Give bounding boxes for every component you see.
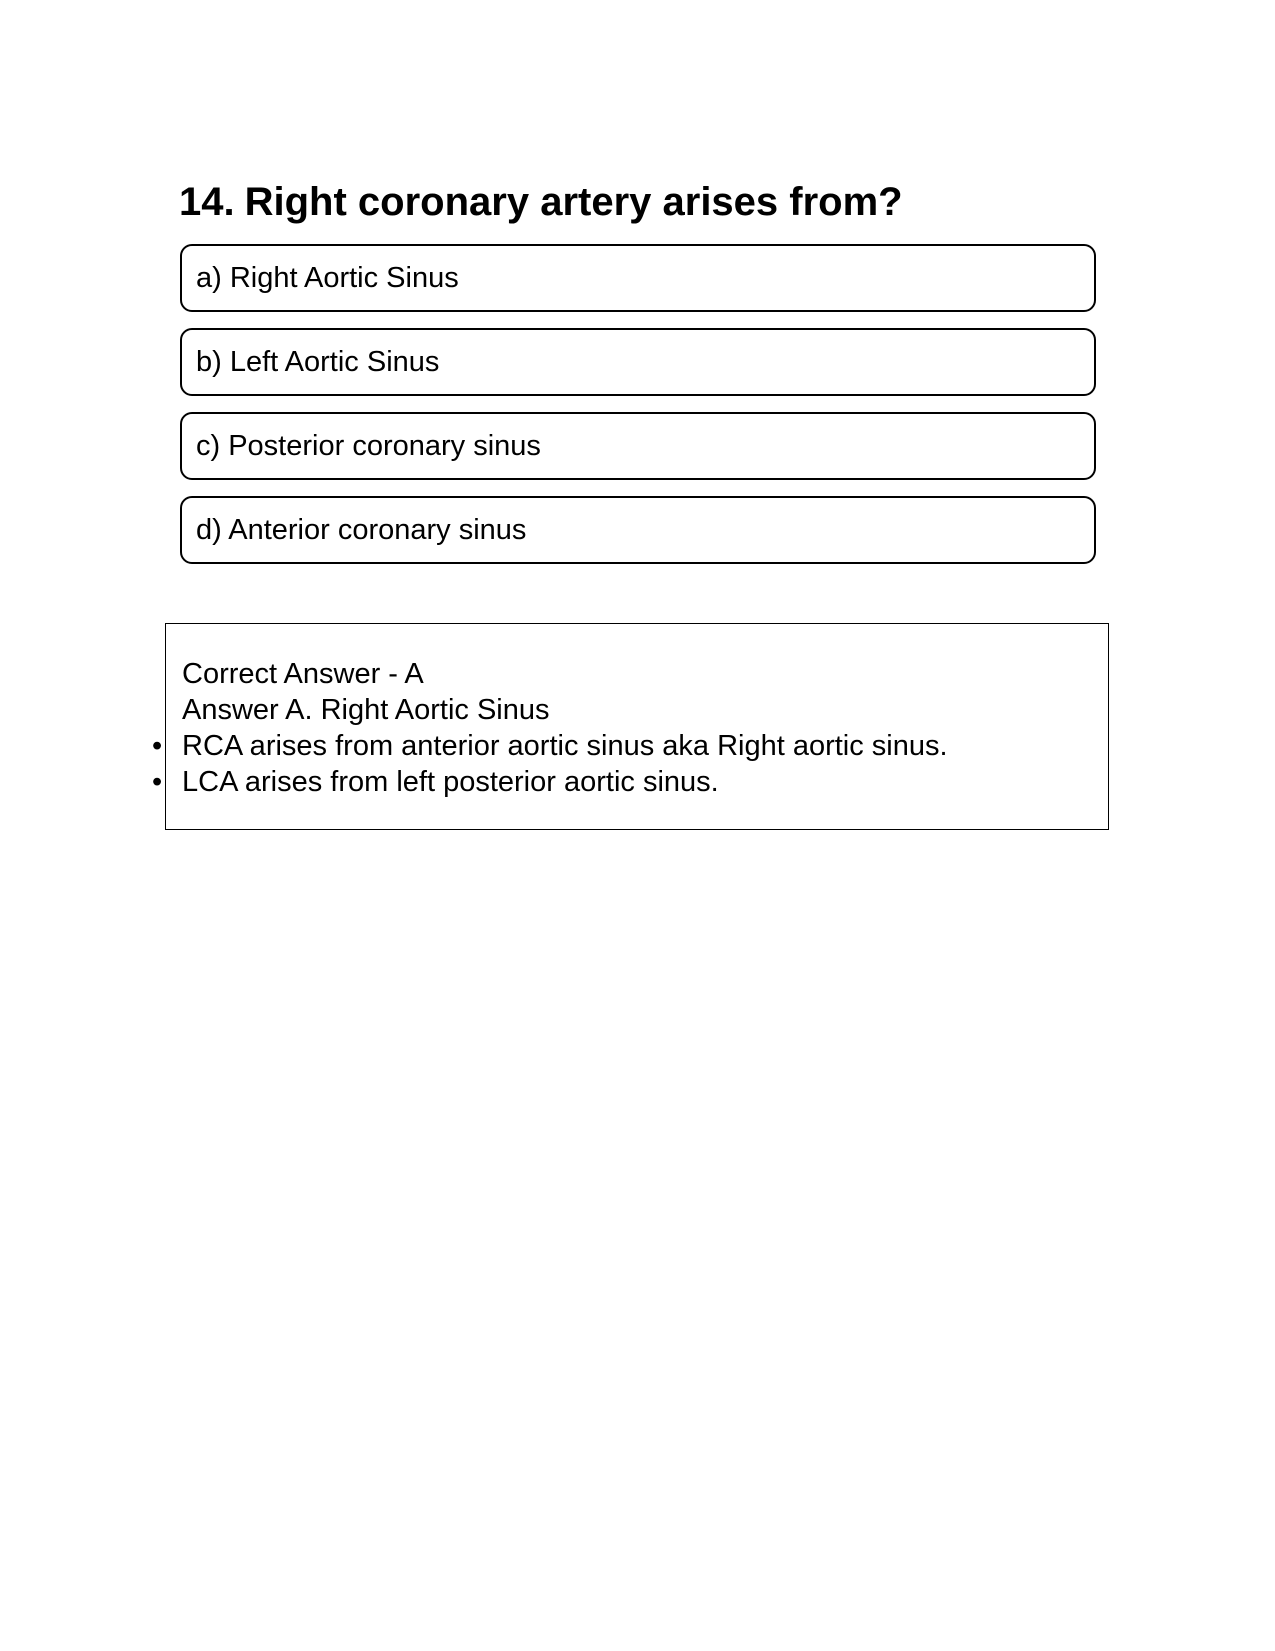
options-list bbox=[180, 244, 1096, 580]
answer-title-line: Answer A. Right Aortic Sinus bbox=[182, 694, 550, 726]
explanation-bullet-item bbox=[152, 764, 1108, 800]
question-text: Right coronary artery arises from? bbox=[244, 180, 903, 224]
answer-explanation-box bbox=[152, 623, 1109, 830]
bullet-icon: • bbox=[152, 730, 163, 762]
bullet-icon: • bbox=[152, 766, 163, 798]
explanation-bullet-list bbox=[152, 728, 1108, 800]
question-number: 14. bbox=[179, 180, 235, 224]
explanation-bullet-text: RCA arises from anterior aortic sinus aka Right aortic sinus. bbox=[182, 730, 948, 762]
explanation-bullet-item bbox=[152, 728, 1108, 764]
option-a[interactable]: a) Right Aortic Sinus bbox=[180, 244, 1096, 312]
option-b[interactable]: b) Left Aortic Sinus bbox=[180, 328, 1096, 396]
question-heading bbox=[179, 178, 1099, 226]
option-d[interactable]: d) Anterior coronary sinus bbox=[180, 496, 1096, 564]
option-c[interactable]: c) Posterior coronary sinus bbox=[180, 412, 1096, 480]
correct-answer-line: Correct Answer - A bbox=[182, 658, 424, 690]
explanation-bullet-text: LCA arises from left posterior aortic sinus. bbox=[182, 766, 719, 798]
